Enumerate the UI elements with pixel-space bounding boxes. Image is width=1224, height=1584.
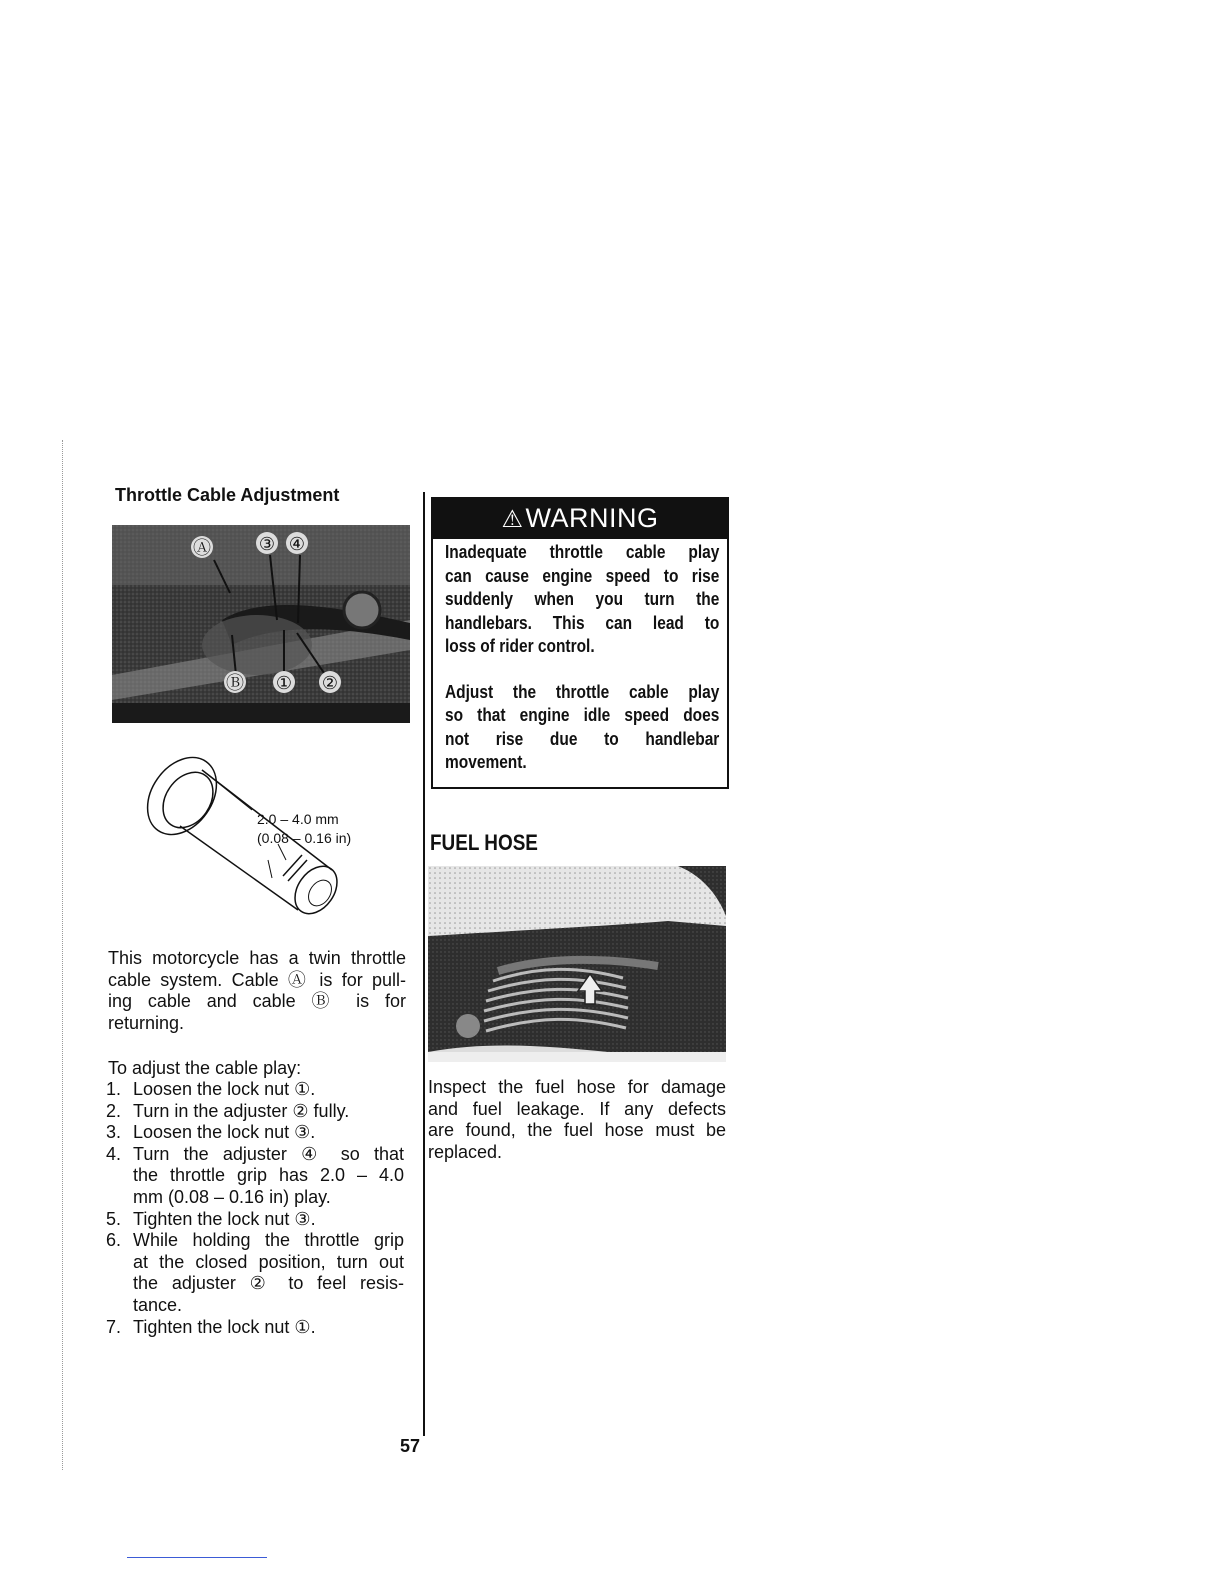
step-number: 5.	[106, 1208, 122, 1229]
warning-triangle-icon: ⚠	[501, 506, 524, 533]
warning-line: suddenly when you turn the	[445, 589, 720, 609]
step-number: 3.	[106, 1122, 122, 1143]
step-line: the adjuster ② to feel resis-	[133, 1273, 404, 1294]
step-line: tance.	[133, 1294, 183, 1315]
adjust-lead: To adjust the cable play:	[108, 1058, 302, 1078]
warning-line: loss of rider control.	[445, 636, 595, 656]
step-line: at the closed position, turn out	[133, 1251, 404, 1272]
section-heading-fuel-hose: FUEL HOSE	[430, 830, 538, 855]
warning-line: not rise due to handlebar	[445, 728, 720, 749]
step-number: 1.	[106, 1079, 122, 1099]
list-item	[106, 1230, 404, 1316]
throttle-cable-photo	[112, 525, 410, 723]
warning-line: so that engine idle speed does	[445, 705, 720, 725]
step-number: 4.	[106, 1143, 122, 1164]
step-line: Tighten the lock nut ①.	[133, 1316, 316, 1337]
adjust-steps	[106, 1079, 404, 1338]
step-line: the throttle grip has 2.0 – 4.0	[133, 1165, 404, 1186]
intro-paragraph	[108, 948, 406, 1034]
callout-2: ②	[321, 673, 339, 694]
step-line: Tighten the lock nut ③.	[133, 1208, 316, 1229]
step-number: 2.	[106, 1100, 122, 1121]
callout-4: ④	[288, 534, 306, 555]
bottom-rule	[127, 1557, 267, 1558]
list-item	[106, 1101, 404, 1123]
step-line: Turn in the adjuster ② fully.	[133, 1100, 350, 1121]
list-item	[106, 1209, 404, 1231]
list-item	[106, 1144, 404, 1209]
fuel-line: and fuel leakage. If any defects	[428, 1098, 726, 1119]
scan-edge-line	[62, 440, 64, 1470]
list-item	[106, 1122, 404, 1144]
list-item	[106, 1317, 404, 1339]
warning-line: Inadequate throttle cable play	[445, 542, 720, 562]
callout-a: Ⓐ	[193, 538, 211, 559]
callout-b: Ⓑ	[226, 673, 244, 694]
warning-paragraph-1	[445, 541, 719, 659]
throttle-grip-diagram	[140, 748, 400, 928]
step-line: mm (0.08 – 0.16 in) play.	[133, 1186, 331, 1207]
step-line: Loosen the lock nut ①.	[133, 1079, 316, 1099]
play-mm-label: 2.0 – 4.0 mm	[257, 811, 339, 827]
play-in-label: (0.08 – 0.16 in)	[257, 830, 352, 846]
page-number: 57	[400, 1436, 421, 1456]
column-divider	[423, 492, 425, 1436]
warning-header	[431, 497, 729, 539]
intro-line: ing cable and cable Ⓑ is for	[108, 991, 406, 1012]
fuel-hose-photo	[428, 866, 726, 1062]
fuel-line: replaced.	[428, 1141, 503, 1162]
warning-line: movement.	[445, 752, 527, 772]
list-item	[106, 1079, 404, 1101]
section-heading-throttle: Throttle Cable Adjustment	[115, 485, 340, 505]
intro-line: This motorcycle has a twin throttle	[108, 948, 406, 968]
fuel-line: are found, the fuel hose must be	[428, 1120, 726, 1141]
fuel-line: Inspect the fuel hose for damage	[428, 1077, 726, 1097]
step-line: Turn the adjuster ④ so that	[133, 1143, 404, 1164]
warning-line: handlebars. This can lead to	[445, 612, 720, 633]
step-line: Loosen the lock nut ③.	[133, 1122, 316, 1143]
step-number: 7.	[106, 1316, 122, 1337]
step-line: While holding the throttle grip	[133, 1230, 404, 1251]
warning-line: Adjust the throttle cable play	[445, 681, 720, 702]
intro-line: cable system. Cable Ⓐ is for pull-	[108, 969, 406, 990]
step-number: 6.	[106, 1230, 122, 1251]
callout-1: ①	[275, 673, 293, 694]
intro-line: returning.	[108, 1012, 185, 1033]
callout-3: ③	[258, 534, 276, 555]
warning-box	[431, 497, 729, 789]
warning-paragraph-2	[445, 681, 719, 775]
warning-line: can cause engine speed to rise	[445, 565, 720, 586]
fuel-hose-text	[428, 1077, 726, 1163]
warning-title: WARNING	[525, 503, 659, 533]
